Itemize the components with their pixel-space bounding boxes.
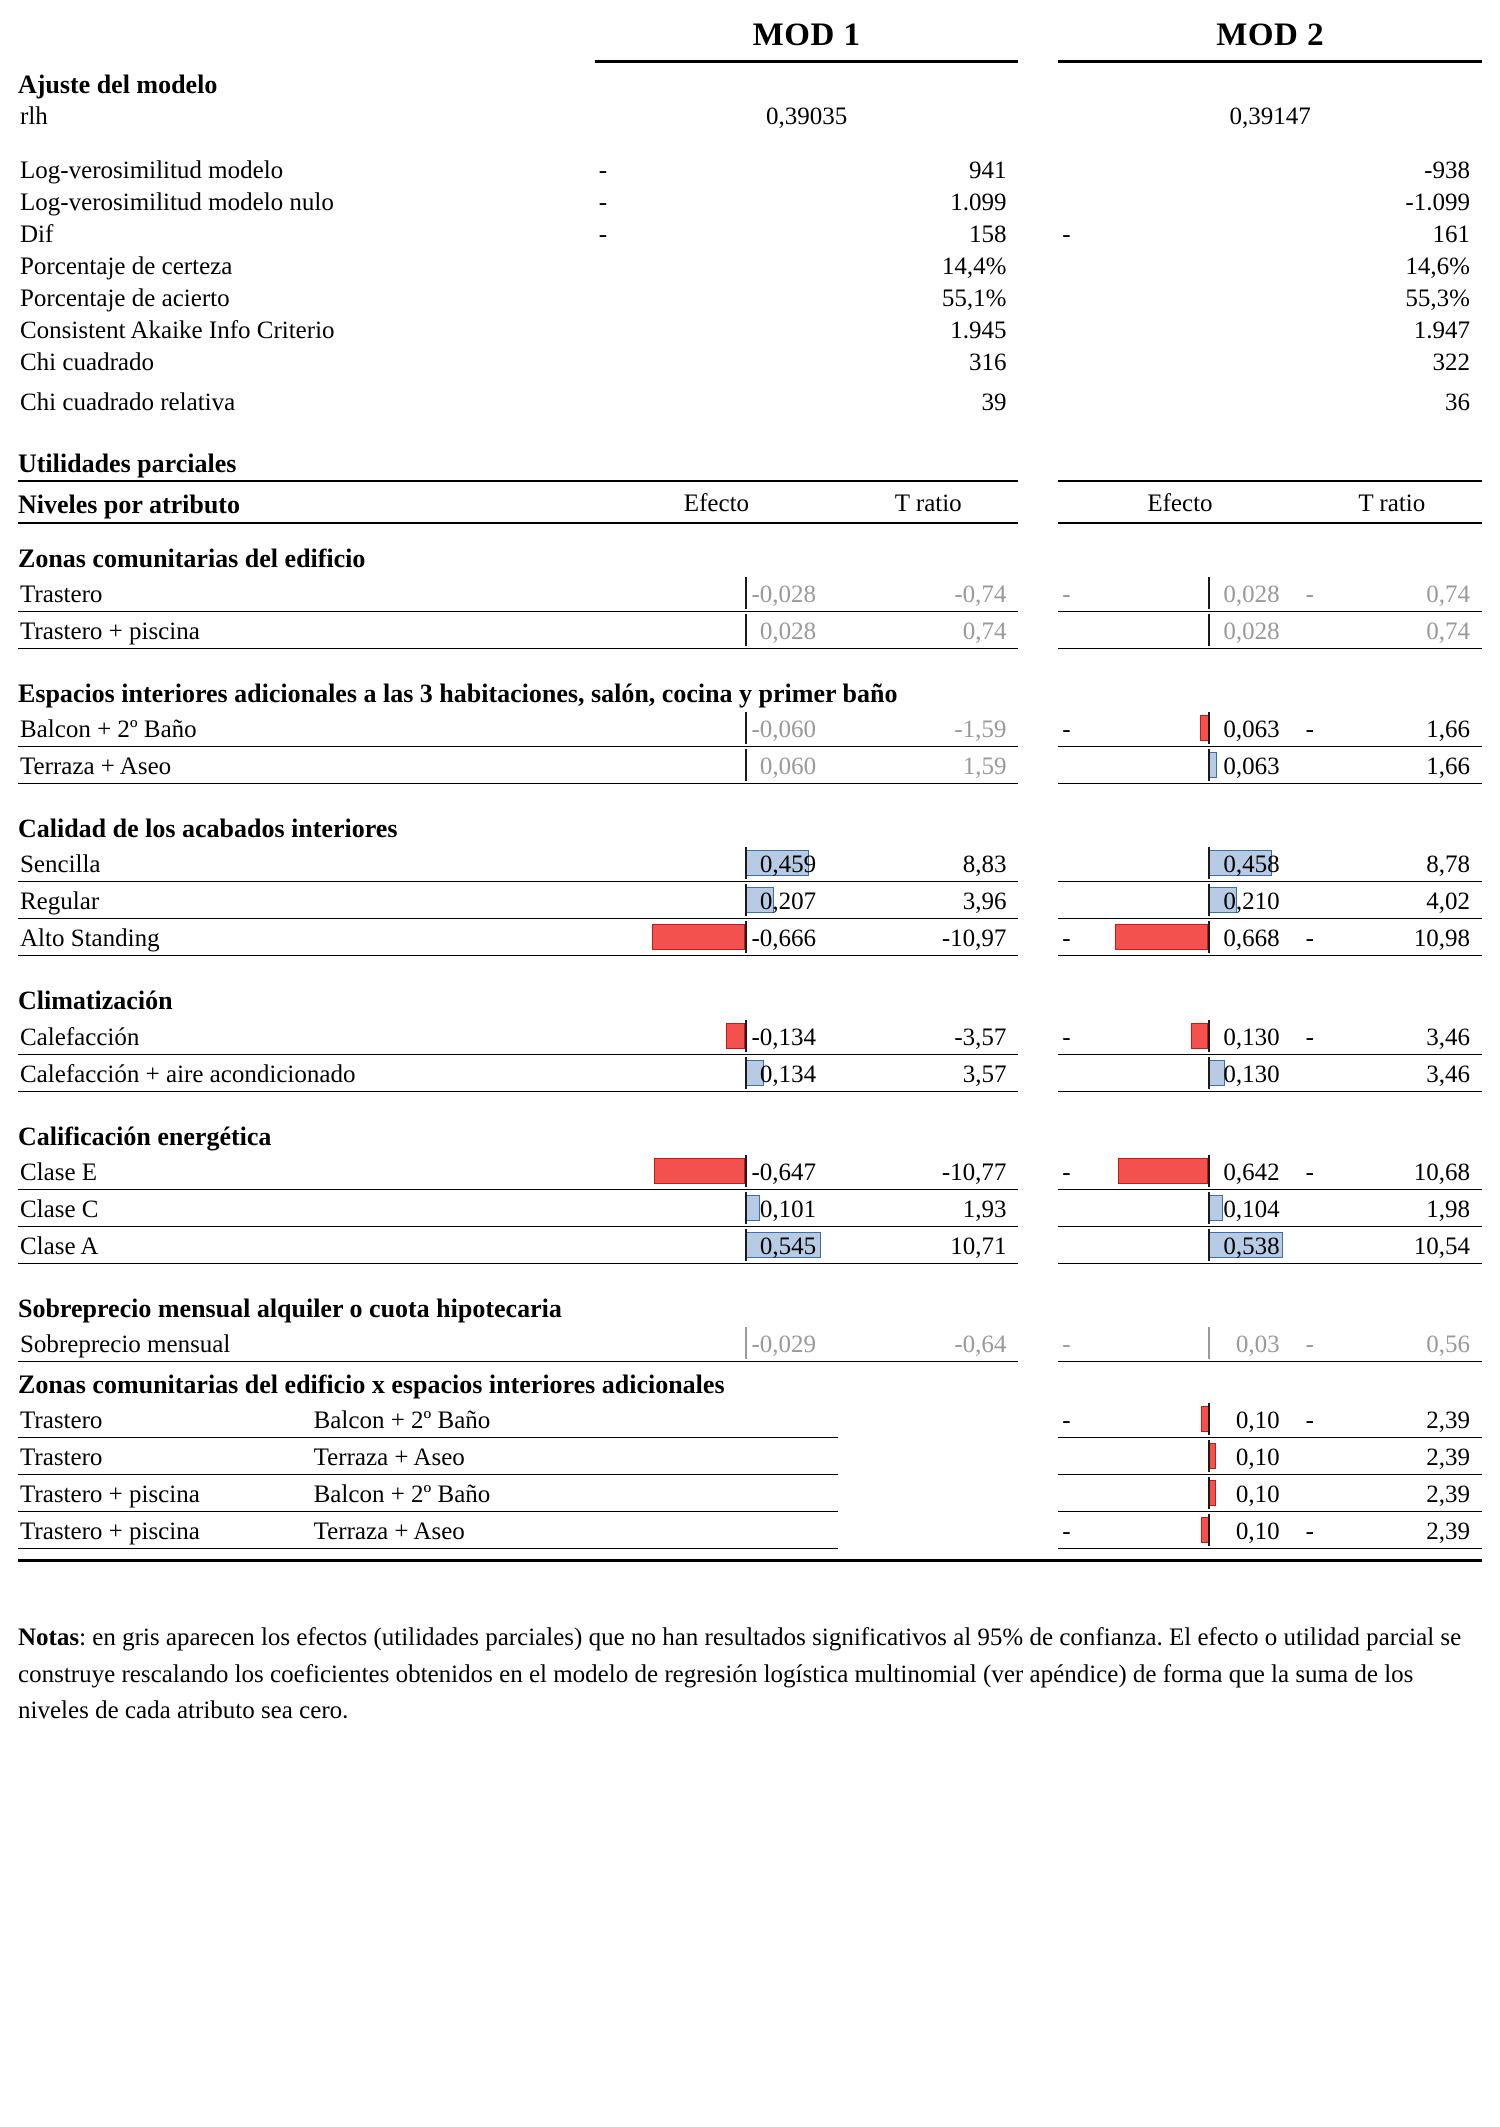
fit-minus-mod1: - — [598, 221, 608, 248]
tratio-minus: - — [1305, 1407, 1314, 1435]
interaction-label-2: Balcon + 2º Baño — [312, 1475, 595, 1512]
tratio-mod1: -0,64 — [838, 1325, 1018, 1362]
fit-row — [18, 187, 1482, 219]
zero-axis — [1208, 1514, 1210, 1546]
level-label: Regular — [18, 882, 595, 919]
fit-minus-mod1: - — [598, 189, 608, 216]
fit-value-mod1: 941 — [968, 157, 1007, 184]
section-title-row — [18, 536, 1482, 575]
effect-cell-mod2 — [1058, 1018, 1301, 1055]
level-row — [18, 710, 1482, 747]
effect-value: -0,647 — [751, 1158, 817, 1186]
tratio-minus: - — [1305, 1158, 1314, 1186]
section-title-row — [18, 671, 1482, 710]
notes-block — [18, 1620, 1478, 1729]
interaction-label-2: Terraza + Aseo — [312, 1438, 595, 1475]
level-row — [18, 845, 1482, 882]
effect-value: 0,10 — [1235, 1481, 1280, 1509]
interaction-row — [18, 1438, 1482, 1475]
utilities-title-row — [18, 441, 1482, 481]
tratio-mod2: 0,74 — [1302, 611, 1482, 648]
tratio-mod1: -0,74 — [838, 575, 1018, 612]
effect-cell-mod1 — [595, 1018, 838, 1055]
effect-cell-mod2 — [1058, 747, 1301, 784]
tratio-mod2: 8,78 — [1302, 845, 1482, 882]
spacer — [18, 523, 1482, 536]
zero-axis — [745, 577, 747, 609]
effect-minus: - — [1062, 1023, 1071, 1051]
interaction-row — [18, 1512, 1482, 1549]
tratio-mod2: 10,54 — [1302, 1226, 1482, 1263]
section-title-interaction: Zonas comunitarias del edificio x espacios interiores adicionales — [18, 1370, 725, 1400]
effect-value: 0,10 — [1235, 1407, 1280, 1435]
zero-axis — [745, 847, 747, 879]
zero-axis — [745, 921, 747, 953]
effect-cell-mod2 — [1058, 1189, 1301, 1226]
fit-value-mod1: 1.099 — [950, 189, 1007, 216]
effect-cell-mod1 — [595, 1226, 838, 1263]
fit-value-mod2: -938 — [1424, 157, 1470, 184]
tratio-value: 10,68 — [1413, 1158, 1470, 1186]
tratio-value: 3,46 — [1426, 1023, 1470, 1051]
level-row — [18, 1054, 1482, 1091]
interaction-label-1: Trastero — [18, 1401, 312, 1438]
fit-value-mod1: 1.945 — [950, 317, 1007, 344]
effect-value: 0,545 — [759, 1232, 817, 1260]
header-mod1: MOD 1 — [752, 17, 861, 53]
level-row — [18, 1153, 1482, 1190]
tratio-mod2 — [1302, 1325, 1482, 1362]
fit-row — [18, 155, 1482, 187]
effect-cell-mod1 — [595, 919, 838, 956]
effect-value: -0,029 — [751, 1331, 817, 1359]
level-row — [18, 611, 1482, 648]
zero-axis — [1208, 884, 1210, 916]
tratio-minus: - — [1305, 716, 1314, 744]
tratio-mod2: 3,46 — [1302, 1054, 1482, 1091]
fit-value-mod1: 39 — [981, 389, 1007, 416]
fit-label: Consistent Akaike Info Criterio — [20, 317, 335, 344]
tratio-mod1: 10,71 — [838, 1226, 1018, 1263]
zero-axis — [1208, 1020, 1210, 1052]
bottom-rule — [18, 1559, 1482, 1562]
effect-cell-mod2 — [1058, 1475, 1301, 1512]
fit-row — [18, 315, 1482, 347]
spacer — [18, 1091, 1482, 1114]
tratio-mod2 — [1302, 710, 1482, 747]
tratio-mod2: 2,39 — [1302, 1438, 1482, 1475]
tratio-mod2 — [1302, 1401, 1482, 1438]
col-header-tratio-mod2: T ratio — [1302, 481, 1482, 522]
fit-row — [18, 283, 1482, 315]
zero-axis — [1208, 577, 1210, 609]
effect-cell-mod2 — [1058, 882, 1301, 919]
effect-cell-mod2 — [1058, 919, 1301, 956]
zero-axis — [1208, 1403, 1210, 1435]
effect-value: 0,101 — [759, 1195, 817, 1223]
effect-cell-mod2 — [1058, 611, 1301, 648]
effect-value: 0,10 — [1235, 1444, 1280, 1472]
fit-title-row — [18, 62, 1482, 101]
effect-value: 0,10 — [1235, 1518, 1280, 1546]
spacer — [18, 648, 1482, 671]
level-row — [18, 747, 1482, 784]
tratio-mod1: -10,97 — [838, 919, 1018, 956]
tratio-mod2 — [1302, 1512, 1482, 1549]
zero-axis — [1208, 1057, 1210, 1089]
section-title-utilities: Utilidades parciales — [18, 441, 595, 481]
level-label: Balcon + 2º Baño — [18, 710, 595, 747]
level-row — [18, 1018, 1482, 1055]
effect-value: 0,210 — [1223, 888, 1280, 916]
level-row — [18, 919, 1482, 956]
level-label: Calefacción — [18, 1018, 595, 1055]
effect-minus: - — [1062, 925, 1071, 953]
effect-cell-mod2 — [1058, 1153, 1301, 1190]
effect-value: 0,207 — [759, 888, 817, 916]
fit-minus-mod2 — [1058, 187, 1301, 219]
section-title: Calidad de los acabados interiores — [18, 814, 398, 844]
section-title: Zonas comunitarias del edificio — [18, 543, 366, 573]
effect-minus: - — [1062, 1407, 1071, 1435]
effect-cell-mod2 — [1058, 710, 1301, 747]
spacer — [18, 419, 1482, 441]
notes-text: : en gris aparecen los efectos (utilidades parciales) que no han resultados significativos al 95% de confianza. El efecto o utilidad parcial se construye rescalando los coeficientes obtenidos en el modelo de regresión logística multinomial (ver apéndice) de forma que la suma de los niveles de cada atributo sea cero. — [18, 1624, 1462, 1724]
level-label: Terraza + Aseo — [18, 747, 595, 784]
section-title: Espacios interiores adicionales a las 3 habitaciones, salón, cocina y primer baño — [18, 678, 898, 708]
tratio-mod2: 2,39 — [1302, 1475, 1482, 1512]
effect-cell-mod2 — [1058, 1401, 1301, 1438]
fit-value-mod2: 1.947 — [1413, 317, 1470, 344]
tratio-value: 2,39 — [1426, 1518, 1470, 1546]
tratio-mod2: 4,02 — [1302, 882, 1482, 919]
tratio-value: 0,74 — [1426, 580, 1470, 608]
tratio-mod2 — [1302, 1018, 1482, 1055]
fit-label: Porcentaje de certeza — [20, 253, 233, 280]
effect-minus: - — [1062, 580, 1071, 608]
effect-minus: - — [1062, 716, 1071, 744]
notes-label: Notas — [18, 1624, 80, 1652]
zero-axis — [1208, 1327, 1210, 1359]
interaction-label-1: Trastero + piscina — [18, 1512, 312, 1549]
fit-row — [18, 379, 1482, 419]
zero-axis — [1208, 847, 1210, 879]
tratio-mod2: 1,98 — [1302, 1189, 1482, 1226]
tratio-mod1: 8,83 — [838, 845, 1018, 882]
interaction-row — [18, 1401, 1482, 1438]
effect-cell-mod2 — [1058, 845, 1301, 882]
effect-cell-mod2 — [1058, 1325, 1301, 1362]
zero-axis — [1208, 614, 1210, 646]
effect-value: 0,458 — [1223, 851, 1280, 879]
tratio-mod2 — [1302, 575, 1482, 612]
fit-value-mod1: 55,1% — [941, 285, 1007, 312]
effect-value: 0,130 — [1223, 1060, 1280, 1088]
tratio-mod2: 1,66 — [1302, 747, 1482, 784]
effect-cell-mod1 — [595, 747, 838, 784]
level-label: Calefacción + aire acondicionado — [18, 1054, 595, 1091]
effect-value: 0,130 — [1223, 1023, 1280, 1051]
spacer — [18, 1263, 1482, 1286]
effect-value: -0,666 — [751, 925, 817, 953]
interaction-label-1: Trastero — [18, 1438, 312, 1475]
effect-cell-mod1 — [595, 575, 838, 612]
col-header-levels: Niveles por atributo — [18, 481, 595, 522]
effect-value: -0,134 — [751, 1023, 817, 1051]
tratio-mod1: 1,59 — [838, 747, 1018, 784]
effect-value: 0,060 — [759, 753, 817, 781]
level-row — [18, 1325, 1482, 1362]
tratio-minus: - — [1305, 1331, 1314, 1359]
spacer — [18, 956, 1482, 979]
level-label: Sencilla — [18, 845, 595, 882]
zero-axis — [745, 614, 747, 646]
section-title-fit: Ajuste del modelo — [18, 69, 218, 99]
zero-axis — [1208, 1155, 1210, 1187]
fit-row — [18, 219, 1482, 251]
effect-cell-mod1 — [595, 1325, 838, 1362]
effect-cell-mod1 — [595, 1054, 838, 1091]
effect-value: 0,028 — [759, 617, 817, 645]
zero-axis — [745, 1229, 747, 1261]
col-header-efecto-mod2: Efecto — [1058, 481, 1301, 522]
effect-value: -0,028 — [751, 580, 817, 608]
zero-axis — [1208, 1440, 1210, 1472]
fit-row — [18, 251, 1482, 283]
effect-minus: - — [1062, 1158, 1071, 1186]
zero-axis — [745, 1192, 747, 1224]
effect-minus: - — [1062, 1518, 1071, 1546]
zero-axis — [745, 884, 747, 916]
fit-label: Chi cuadrado relativa — [20, 389, 236, 416]
fit-label: Porcentaje de acierto — [20, 285, 230, 312]
zero-axis — [1208, 1192, 1210, 1224]
fit-value-mod1: 14,4% — [941, 253, 1007, 280]
effect-value: 0,459 — [759, 851, 817, 879]
table-header-row — [18, 14, 1482, 60]
zero-axis — [1208, 749, 1210, 781]
level-row — [18, 575, 1482, 612]
interaction-label-2: Balcon + 2º Baño — [312, 1401, 595, 1438]
effect-cell-mod1 — [595, 1153, 838, 1190]
effect-value: 0,03 — [1235, 1331, 1280, 1359]
effect-value: 0,538 — [1223, 1232, 1280, 1260]
tratio-minus: - — [1305, 1518, 1314, 1546]
level-label: Clase A — [18, 1226, 595, 1263]
tratio-value: 2,39 — [1426, 1407, 1470, 1435]
zero-axis — [1208, 1229, 1210, 1261]
effect-value: 0,028 — [1223, 617, 1280, 645]
effect-value: -0,060 — [751, 716, 817, 744]
interaction-row — [18, 1475, 1482, 1512]
tratio-value: 1,66 — [1426, 716, 1470, 744]
fit-value-mod2: 55,3% — [1405, 285, 1470, 312]
section-title-row — [18, 1114, 1482, 1153]
effect-cell-mod1 — [595, 611, 838, 648]
effect-cell-mod2 — [1058, 1226, 1301, 1263]
spacer — [18, 784, 1482, 807]
tratio-mod1: -1,59 — [838, 710, 1018, 747]
utilities-header-row — [18, 481, 1482, 522]
tratio-mod1: -3,57 — [838, 1018, 1018, 1055]
zero-axis — [1208, 921, 1210, 953]
zero-axis — [745, 712, 747, 744]
section-title: Climatización — [18, 986, 173, 1016]
zero-axis — [1208, 712, 1210, 744]
fit-minus-mod2: - — [1062, 221, 1071, 248]
level-label: Trastero — [18, 575, 595, 612]
tratio-value: 10,98 — [1413, 925, 1470, 953]
zero-axis — [745, 1327, 747, 1359]
effect-cell-mod1 — [595, 882, 838, 919]
level-label: Clase E — [18, 1153, 595, 1190]
level-row — [18, 1226, 1482, 1263]
effect-value: 0,063 — [1223, 753, 1280, 781]
effect-value: 0,104 — [1223, 1195, 1280, 1223]
effect-cell-mod2 — [1058, 575, 1301, 612]
effect-value: 0,642 — [1223, 1158, 1280, 1186]
fit-value-mod2: 161 — [1432, 221, 1470, 248]
tratio-mod1: -10,77 — [838, 1153, 1018, 1190]
section-title-row — [18, 978, 1482, 1017]
zero-axis — [745, 1020, 747, 1052]
zero-axis — [745, 1155, 747, 1187]
effect-value: 0,028 — [1223, 580, 1280, 608]
zero-axis — [745, 1057, 747, 1089]
fit-row-rlh — [18, 101, 1482, 133]
fit-label: Chi cuadrado — [20, 349, 154, 376]
fit-label: Log-verosimilitud modelo — [20, 157, 284, 184]
spacer — [18, 133, 1482, 155]
fit-value-mod1: 158 — [968, 221, 1007, 248]
tratio-minus: - — [1305, 1023, 1314, 1051]
interaction-label-1: Trastero + piscina — [18, 1475, 312, 1512]
tratio-mod2 — [1302, 919, 1482, 956]
interaction-label-2: Terraza + Aseo — [312, 1512, 595, 1549]
fit-value-mod2: 14,6% — [1405, 253, 1470, 280]
effect-value: 0,134 — [759, 1060, 817, 1088]
header-mod2: MOD 2 — [1216, 17, 1325, 53]
effect-minus: - — [1062, 1331, 1071, 1359]
effect-cell-mod1 — [595, 845, 838, 882]
section-title-row — [18, 1362, 1482, 1402]
fit-value-mod2: 0,39147 — [1229, 103, 1311, 130]
tratio-minus: - — [1305, 580, 1314, 608]
results-table — [18, 14, 1482, 1549]
tratio-value: 0,56 — [1426, 1331, 1470, 1359]
fit-value-mod2: 322 — [1432, 349, 1470, 376]
effect-cell-mod2 — [1058, 1438, 1301, 1475]
tratio-mod2 — [1302, 1153, 1482, 1190]
fit-label: Log-verosimilitud modelo nulo — [20, 189, 334, 216]
fit-value-mod1: 316 — [968, 349, 1007, 376]
col-header-efecto-mod1: Efecto — [595, 481, 838, 522]
fit-row — [18, 347, 1482, 379]
effect-cell-mod1 — [595, 710, 838, 747]
effect-cell-mod2 — [1058, 1512, 1301, 1549]
section-title: Calificación energética — [18, 1121, 272, 1151]
level-row — [18, 1189, 1482, 1226]
fit-minus-mod2 — [1058, 155, 1301, 187]
effect-cell-mod2 — [1058, 1054, 1301, 1091]
zero-axis — [1208, 1477, 1210, 1509]
section-title-row — [18, 1286, 1482, 1325]
zero-axis — [745, 749, 747, 781]
fit-value-mod2: 36 — [1445, 389, 1470, 416]
col-header-tratio-mod1: T ratio — [838, 481, 1018, 522]
level-label: Alto Standing — [18, 919, 595, 956]
level-label: Sobreprecio mensual — [18, 1325, 595, 1362]
section-title-surcharge: Sobreprecio mensual alquiler o cuota hipotecaria — [18, 1293, 562, 1323]
effect-cell-mod1 — [595, 1189, 838, 1226]
effect-value: 0,668 — [1223, 925, 1280, 953]
fit-minus-mod1: - — [598, 157, 608, 184]
level-label: Clase C — [18, 1189, 595, 1226]
tratio-mod1: 0,74 — [838, 611, 1018, 648]
tratio-minus: - — [1305, 925, 1314, 953]
effect-value: 0,063 — [1223, 716, 1280, 744]
fit-value-mod1: 0,39035 — [765, 103, 848, 130]
tratio-mod1: 1,93 — [838, 1189, 1018, 1226]
section-title-row — [18, 806, 1482, 845]
level-row — [18, 882, 1482, 919]
tratio-mod1: 3,57 — [838, 1054, 1018, 1091]
level-label: Trastero + piscina — [18, 611, 595, 648]
fit-value-mod2: -1.099 — [1405, 189, 1470, 216]
fit-label: Dif — [20, 221, 54, 248]
fit-label: rlh — [20, 103, 48, 130]
tratio-mod1: 3,96 — [838, 882, 1018, 919]
